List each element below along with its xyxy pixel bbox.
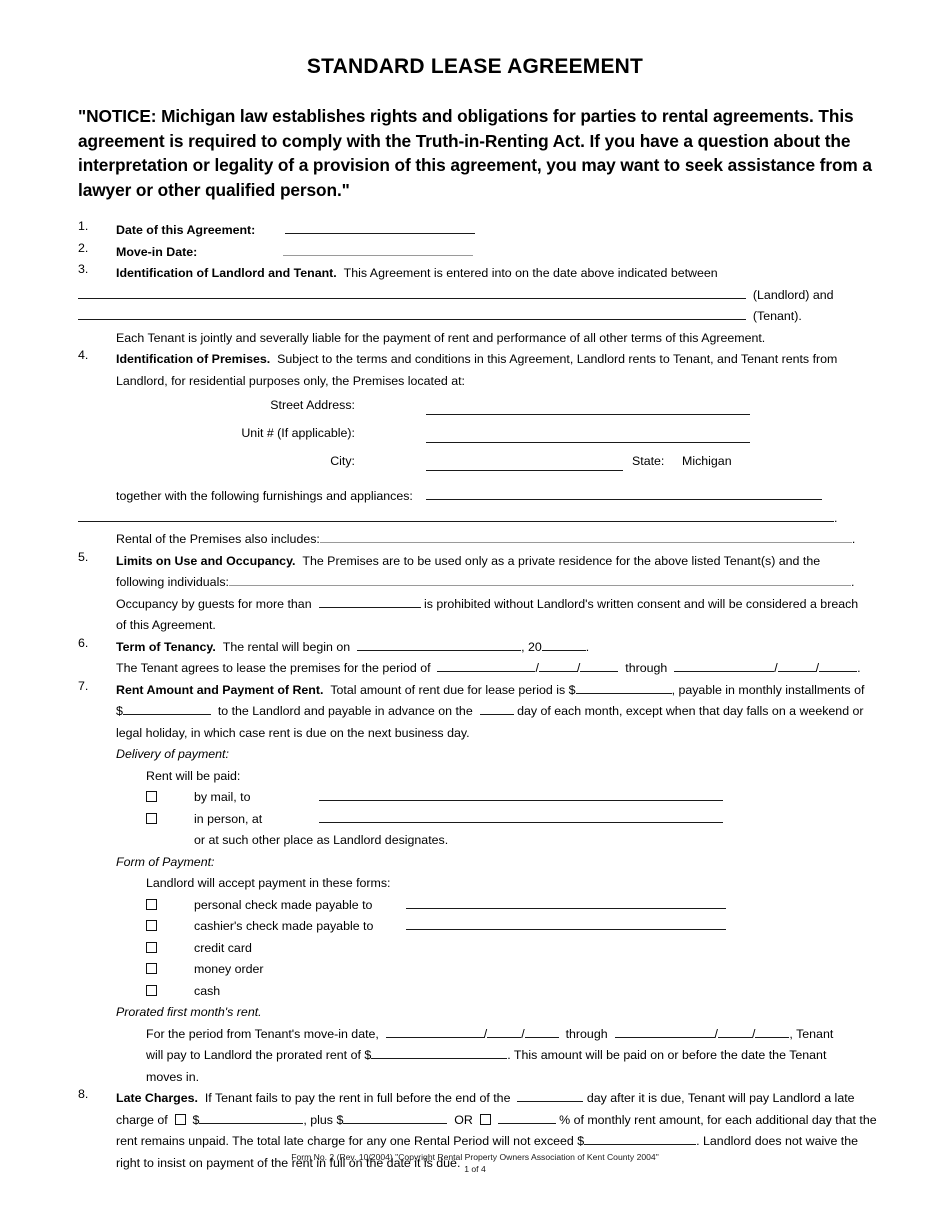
checkbox-cash[interactable] <box>146 985 157 996</box>
checkbox-late-charge-flat[interactable] <box>175 1114 186 1125</box>
form-of-payment-heading: Form of Payment: <box>116 854 215 869</box>
late-charge-flat-blank[interactable] <box>199 1114 303 1124</box>
form-option-label-4: cash <box>194 983 221 998</box>
clause-8-line1 <box>116 1088 872 1110</box>
clause-5-heading: Limits on Use and Occupancy. <box>116 553 296 568</box>
furnishings-row-2 <box>78 508 872 530</box>
clause-3-party-lines <box>78 285 872 350</box>
prorated-mid: through <box>565 1026 608 1041</box>
prorated-to-day[interactable] <box>718 1028 752 1038</box>
clause-2-move-in-date <box>78 242 872 264</box>
clause-5-guests-row-2: of this Agreement. <box>116 618 216 633</box>
prorated-line-3: moves in. <box>146 1069 200 1084</box>
following-individuals-blank[interactable] <box>229 576 851 586</box>
late-charge-dollar-1: $ <box>192 1112 200 1127</box>
guest-days-blank[interactable] <box>319 598 421 608</box>
form-option-row-1 <box>116 916 872 938</box>
form-checkbox-cell-4 <box>146 981 194 1003</box>
prorated-from-month[interactable] <box>386 1028 484 1038</box>
checkbox-by-mail[interactable] <box>146 791 157 802</box>
street-address-blank[interactable] <box>426 414 750 415</box>
in-person-address-blank[interactable] <box>319 813 723 823</box>
joint-liability-line <box>78 328 872 350</box>
clause-4-line1: Subject to the terms and conditions in this Agreement, Landlord rents to Tenant, and Tenant rents from <box>277 352 838 367</box>
clause-3-identification-parties <box>78 263 872 285</box>
lease-period-to-day[interactable] <box>778 662 816 672</box>
form-option-row-3 <box>116 959 872 981</box>
lease-period-from-day[interactable] <box>539 662 577 672</box>
clause-6-period-row: The Tenant agrees to lease the premises for the period of / / through / / . <box>116 661 861 676</box>
prorated-from-year[interactable] <box>525 1028 559 1038</box>
street-address-label: Street Address: <box>270 398 355 413</box>
clause-2-number: 2. <box>78 240 89 255</box>
clause-6-term-of-tenancy <box>78 637 872 680</box>
clause-1-number: 1. <box>78 219 89 234</box>
clause-4-number: 4. <box>78 348 89 363</box>
clause-4-line2: Landlord, for residential purposes only, the Premises located at: <box>116 373 465 388</box>
late-charge-post: day after it is due, Tenant will pay Landlord a late <box>586 1091 855 1106</box>
rent-will-be-paid-label: Rent will be paid: <box>146 768 241 783</box>
rental-includes-row <box>116 529 872 551</box>
clause-4-heading-line <box>116 349 872 371</box>
installment-amount-blank[interactable] <box>123 705 211 715</box>
prorated-rent-heading: Prorated first month's rent. <box>116 1005 262 1020</box>
clause-3-heading: Identification of Landlord and Tenant. <box>116 266 337 281</box>
form-option-row-2 <box>116 938 872 960</box>
clause-3-number: 3. <box>78 262 89 277</box>
page-footer <box>0 1152 950 1175</box>
rental-begin-mid: , 20 <box>521 639 542 654</box>
clause-4-identification-premises <box>78 349 872 392</box>
lease-period-to-year[interactable] <box>819 662 857 672</box>
form-option-label-2: credit card <box>194 940 252 955</box>
clause-7-line2 <box>116 701 872 723</box>
clause-1-line <box>116 220 872 242</box>
prorated-from-day[interactable] <box>487 1028 521 1038</box>
checkbox-late-charge-percent[interactable] <box>480 1114 491 1125</box>
notice-paragraph: "NOTICE: Michigan law establishes rights and obligations for parties to rental agreements. This agreement is required to comply with the Truth-in-Renting Act. If you have a question about the interpretation or legality of a provision of this agreement, you may want to seek assistance from a lawyer or other qualified person." <box>78 106 872 200</box>
state-label: State: <box>632 454 665 469</box>
installment-post: day of each month, except when that day falls on a weekend or <box>517 704 864 719</box>
clause-7-heading: Rent Amount and Payment of Rent. <box>116 682 324 697</box>
late-charge-percent-blank[interactable] <box>498 1114 556 1124</box>
tenant-name-blank[interactable] <box>78 310 746 320</box>
lease-period-to-month[interactable] <box>674 662 774 672</box>
landlord-name-blank[interactable] <box>78 289 746 299</box>
delivery-option-label-0: by mail, to <box>194 790 251 805</box>
form-option-row-0 <box>116 895 872 917</box>
late-charge-plus: , plus $ <box>303 1112 344 1127</box>
clause-7-line3: legal holiday, in which case rent is due on the next business day. <box>116 725 470 740</box>
clause-7-rent-amount-payment <box>78 680 872 1089</box>
clause-8-number: 8. <box>78 1087 89 1102</box>
page-title: STANDARD LEASE AGREEMENT <box>306 55 644 78</box>
state-value: Michigan <box>682 454 732 469</box>
clause-2-label: Move-in Date: <box>116 244 198 259</box>
clause-8-line2 <box>116 1110 877 1132</box>
clause-5-line1: The Premises are to be used only as a private residence for the above listed Tenant(s) and the <box>302 553 821 568</box>
tenant-suffix: (Tenant). <box>752 309 802 324</box>
delivery-option-row-1 <box>116 809 872 831</box>
clause-3-heading-line <box>116 263 872 285</box>
rental-includes-label: Rental of the Premises also includes: <box>116 532 320 547</box>
late-charge-percent-text: % of monthly rent amount, for each additional day that the <box>559 1112 877 1127</box>
personal-check-payee-blank[interactable] <box>406 899 726 909</box>
rental-includes-end: . <box>851 532 856 547</box>
prorated-to-year[interactable] <box>755 1028 789 1038</box>
clause-6-number: 6. <box>78 635 89 650</box>
late-charge-cap-blank[interactable] <box>584 1135 696 1145</box>
clause-6-heading: Term of Tenancy. <box>116 639 216 654</box>
form-checkbox-cell-0 <box>146 895 194 917</box>
installment-mid: to the Landlord and payable in advance on the <box>217 704 473 719</box>
installment-dollar-sign: $ <box>116 704 123 719</box>
clause-8-line3 <box>116 1131 872 1153</box>
guests-post-text: is prohibited without Landlord's written consent and will be considered a breach <box>423 596 859 611</box>
delivery-option-row-0 <box>116 787 872 809</box>
clause-1-label: Date of this Agreement: <box>116 223 256 238</box>
delivery-checkbox-cell-0 <box>146 787 194 809</box>
prorated-to-month[interactable] <box>615 1028 715 1038</box>
total-rent-pre: Total amount of rent due for lease period is $ <box>330 682 576 697</box>
lease-period-end: . <box>857 661 861 676</box>
furnishings-blank-1[interactable] <box>426 490 822 500</box>
furnishings-row-1 <box>116 486 872 508</box>
prorated-post: , Tenant <box>789 1026 834 1041</box>
rental-begin-date-blank[interactable] <box>357 641 521 651</box>
clause-7-line1 <box>116 680 872 702</box>
prorated-amount-pre: will pay to Landlord the prorated rent of $ <box>146 1048 372 1063</box>
late-charge-or: OR <box>454 1112 473 1127</box>
furnishings-blank-2[interactable] <box>78 512 834 522</box>
form-option-row-4 <box>116 981 872 1003</box>
document-body <box>78 219 877 1174</box>
landlord-designates-text: or at such other place as Landlord designates. <box>194 833 449 848</box>
late-charge-cap-post: . Landlord does not waive the <box>696 1134 859 1149</box>
lease-period-from-month[interactable] <box>437 662 535 672</box>
rental-begin-year-blank[interactable] <box>542 641 586 651</box>
clause-7-number: 7. <box>78 678 89 693</box>
lease-period-mid: through <box>625 661 668 676</box>
footer-form-info: Form No. 2 (Rev. 10/2004) "Copyright Rental Property Owners Association of Kent County 2004" <box>291 1152 659 1162</box>
clause-8-heading: Late Charges. <box>116 1091 198 1106</box>
unit-number-label: Unit # (If applicable): <box>241 426 355 441</box>
clause-5-number: 5. <box>78 549 89 564</box>
move-in-date-blank[interactable] <box>283 246 473 256</box>
clause-3-intro: This Agreement is entered into on the date above indicated between <box>343 266 718 281</box>
due-day-blank[interactable] <box>480 705 514 715</box>
delivery-option-label-1: in person, at <box>194 811 263 826</box>
furnishings-block <box>78 486 872 551</box>
rental-begin-post: . <box>585 639 590 654</box>
rental-includes-blank[interactable] <box>320 533 852 543</box>
city-label: City: <box>330 454 355 469</box>
lease-period-from-year[interactable] <box>580 662 618 672</box>
delivery-of-payment-heading: Delivery of payment: <box>116 747 229 762</box>
prorated-amount-post: . This amount will be paid on or before the date the Tenant <box>507 1048 827 1063</box>
prorated-pre: For the period from Tenant's move-in date, <box>146 1026 379 1041</box>
footer-page-number: 1 of 4 <box>464 1163 486 1174</box>
clause-2-line <box>116 242 872 264</box>
lease-period-pre: The Tenant agrees to lease the premises for the period of <box>116 661 431 676</box>
guests-pre-text: Occupancy by guests for more than <box>116 596 312 611</box>
delivery-checkbox-cell-1 <box>146 809 194 831</box>
checkbox-money-order[interactable] <box>146 963 157 974</box>
landlord-line-row <box>78 285 872 307</box>
form-checkbox-cell-3 <box>146 959 194 981</box>
rental-begin-pre: The rental will begin on <box>222 639 351 654</box>
prorated-line-2 <box>116 1045 872 1067</box>
form-option-label-3: money order <box>194 962 264 977</box>
total-rent-blank[interactable] <box>576 684 672 694</box>
following-individuals-label: following individuals: <box>116 575 229 590</box>
joint-liability-text: Each Tenant is jointly and severally liable for the payment of rent and performance of all other terms of this Agreement. <box>116 330 766 345</box>
city-blank[interactable] <box>426 470 623 471</box>
clause-5-heading-line <box>116 551 872 573</box>
form-option-label-0: personal check made payable to <box>194 897 373 912</box>
total-rent-post: , payable in monthly installments of <box>671 682 865 697</box>
unit-number-blank[interactable] <box>426 442 750 443</box>
checkbox-personal-check[interactable] <box>146 899 157 910</box>
furnishings-label: together with the following furnishings and appliances: <box>116 489 413 504</box>
late-charge-cap-pre: rent remains unpaid. The total late charge for any one Rental Period will not exceed $ <box>116 1134 585 1149</box>
late-charge-of-text: charge of <box>116 1112 168 1127</box>
prorated-line-1: For the period from Tenant's move-in date, / / through / / , Tenant <box>146 1026 834 1041</box>
premises-address-block <box>78 396 872 482</box>
clause-5-individuals-row <box>116 572 872 594</box>
furnishings-end: . <box>834 510 838 525</box>
clause-1-date-of-agreement <box>78 220 872 242</box>
late-charge-days-blank[interactable] <box>517 1092 583 1102</box>
clause-5-limits-use-occupancy <box>78 551 872 637</box>
clause-6-begin-row <box>116 637 872 659</box>
tenant-line-row <box>78 306 872 328</box>
checkbox-credit-card[interactable] <box>146 942 157 953</box>
late-charge-perday-blank[interactable] <box>343 1114 447 1124</box>
checkbox-cashiers-check[interactable] <box>146 920 157 931</box>
late-charge-pre: If Tenant fails to pay the rent in full before the end of the <box>204 1091 511 1106</box>
by-mail-address-blank[interactable] <box>319 791 723 801</box>
landlord-suffix: (Landlord) and <box>752 287 834 302</box>
form-of-payment-intro: Landlord will accept payment in these forms: <box>146 876 391 891</box>
clause-4-heading: Identification of Premises. <box>116 352 271 367</box>
checkbox-in-person[interactable] <box>146 813 157 824</box>
date-of-agreement-blank[interactable] <box>285 224 475 234</box>
form-option-label-1: cashier's check made payable to <box>194 919 374 934</box>
form-checkbox-cell-2 <box>146 938 194 960</box>
prorated-amount-blank[interactable] <box>371 1049 507 1059</box>
following-individuals-end: . <box>850 575 855 590</box>
clause-5-guests-row <box>116 594 872 616</box>
clause-8-line4: right to insist on payment of the rent in full on the date it is due. <box>116 1155 461 1170</box>
cashiers-check-payee-blank[interactable] <box>406 920 726 930</box>
form-checkbox-cell-1 <box>146 916 194 938</box>
